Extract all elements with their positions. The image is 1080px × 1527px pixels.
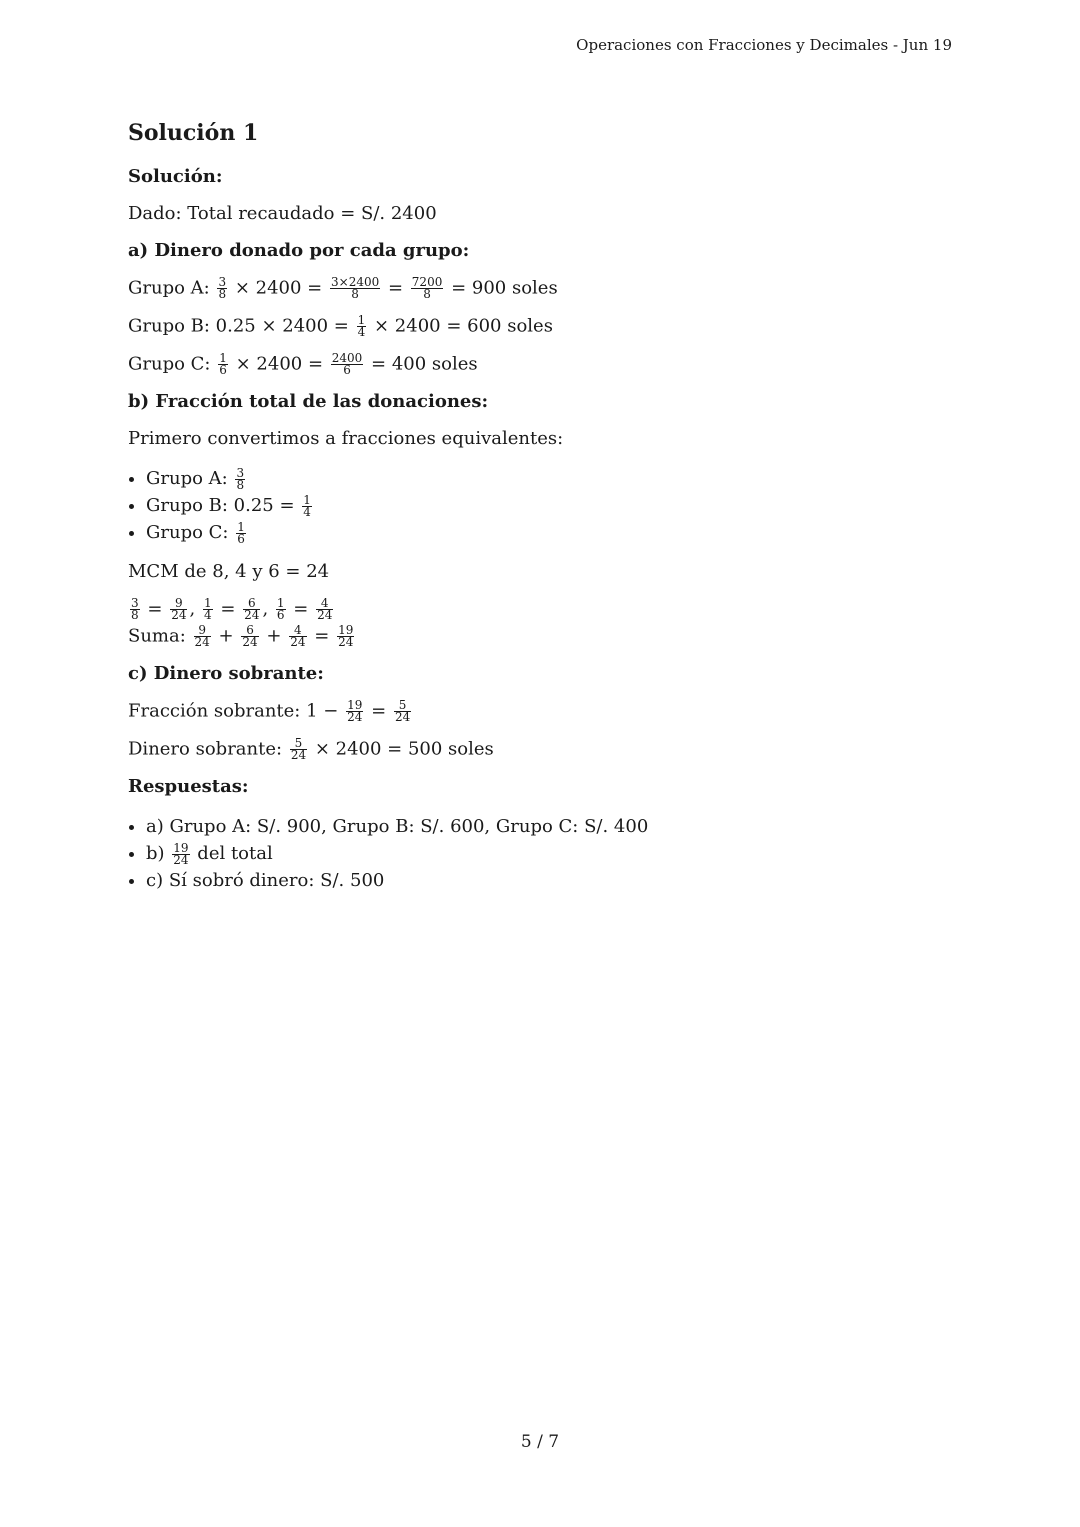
- text: =: [387, 277, 404, 299]
- fraction: [316, 598, 333, 621]
- fraction: [203, 598, 213, 621]
- fraction: [289, 625, 306, 648]
- part-b-title: b) Fracción total de las donaciones:: [128, 391, 489, 412]
- text: Grupo B: 0.25 × 2400 =: [128, 315, 349, 337]
- denominator: 24: [244, 608, 260, 622]
- denominator: 8: [131, 608, 139, 622]
- grupo-b-line: [128, 315, 952, 338]
- numerator: 6: [241, 625, 258, 637]
- numerator: 1: [219, 351, 227, 365]
- numerator: 1: [203, 596, 212, 610]
- mcm-line: MCM de 8, 4 y 6 = 24: [128, 561, 330, 582]
- denominator: 4: [357, 325, 366, 339]
- denominator: 24: [338, 635, 354, 649]
- text: =: [147, 598, 163, 620]
- denominator: 24: [394, 710, 411, 724]
- text: =: [220, 598, 236, 620]
- fraction: [194, 625, 211, 648]
- text: Suma:: [128, 625, 186, 647]
- fraction: [276, 598, 286, 621]
- denominator: 4: [303, 504, 311, 519]
- fraccion-sobrante-line: [128, 700, 952, 723]
- numerator: 19: [173, 840, 189, 855]
- numerator: 7200: [411, 275, 443, 289]
- document-body: [128, 120, 952, 909]
- denominator: 24: [173, 852, 189, 867]
- numerator: 2400: [331, 351, 363, 365]
- text: b): [146, 843, 165, 864]
- fraction: [337, 625, 354, 648]
- denominator: 24: [290, 635, 306, 649]
- denominator: 24: [317, 608, 333, 622]
- grupo-a-line: [128, 277, 952, 300]
- numerator: 6: [243, 598, 260, 610]
- text: = 900 soles: [451, 277, 558, 299]
- fraction: [235, 465, 245, 492]
- part-a-title: a) Dinero donado por cada grupo:: [128, 240, 470, 261]
- text: +: [266, 625, 282, 647]
- text: = 400 soles: [371, 353, 478, 375]
- numerator: 1: [357, 313, 366, 327]
- denominator: 6: [219, 363, 227, 377]
- text: Grupo B: 0.25 =: [146, 495, 295, 516]
- fraction: [411, 277, 444, 300]
- numerator: 3: [218, 275, 227, 289]
- text: × 2400 =: [234, 277, 323, 299]
- fraction: [290, 738, 307, 761]
- numerator: 1: [303, 492, 311, 507]
- grupo-c-line: [128, 353, 952, 376]
- denominator: 24: [194, 635, 210, 649]
- fraction: [243, 598, 260, 621]
- fraction: [236, 519, 246, 546]
- denominator: 8: [218, 287, 227, 301]
- text: =: [314, 625, 330, 647]
- text: Dinero sobrante:: [128, 738, 283, 760]
- fraction: [346, 700, 363, 723]
- fraction: [302, 492, 312, 519]
- list-item: [146, 840, 952, 867]
- list-item: [146, 492, 952, 519]
- list-item: • a) Grupo A: S/. 900, Grupo B: S/. 600, Grupo C: S/. 400: [146, 813, 952, 840]
- text: ,: [262, 598, 269, 620]
- text: Grupo A:: [128, 277, 210, 299]
- text: Fracción sobrante: 1 −: [128, 700, 339, 722]
- numerator: 3: [236, 465, 245, 480]
- numerator: 5: [290, 738, 307, 750]
- denominator: 24: [347, 710, 363, 724]
- numerator: 3: [131, 596, 139, 610]
- denominator: 4: [203, 608, 212, 622]
- fraction: [394, 700, 411, 723]
- equivalence-line: [128, 598, 952, 621]
- solucion-label: Solución:: [128, 166, 223, 187]
- fraction: [130, 598, 140, 621]
- fraction: [330, 277, 380, 300]
- running-header: Operaciones con Fracciones y Decimales - Jun 19: [576, 36, 952, 54]
- text: Grupo C:: [128, 353, 211, 375]
- fraction: [217, 277, 227, 300]
- list-item: [146, 465, 952, 492]
- fraction: [170, 598, 187, 621]
- text: del total: [197, 843, 273, 864]
- numerator: 9: [170, 598, 187, 610]
- text: +: [218, 625, 234, 647]
- part-c-title: c) Dinero sobrante:: [128, 663, 324, 684]
- fraction: [218, 353, 228, 376]
- fraction: [331, 353, 364, 376]
- section-heading: Solución 1: [128, 120, 259, 146]
- denominator: 8: [423, 287, 431, 301]
- text: ,: [189, 598, 196, 620]
- fraction: [241, 625, 258, 648]
- list-item: • c) Sí sobró dinero: S/. 500: [146, 867, 952, 894]
- numerator: 9: [194, 625, 211, 637]
- denominator: 24: [242, 635, 258, 649]
- intro-text: Primero convertimos a fracciones equivalentes:: [128, 428, 564, 449]
- text: × 2400 = 500 soles: [314, 738, 494, 760]
- numerator: 19: [347, 698, 363, 712]
- answers-list: [128, 813, 952, 894]
- denominator: 6: [237, 531, 245, 546]
- fraction: [172, 840, 189, 867]
- numerator: 3×2400: [331, 275, 380, 289]
- denominator: 24: [290, 748, 307, 762]
- text: Grupo A:: [146, 468, 228, 489]
- numerator: 1: [237, 519, 245, 534]
- denominator: 8: [351, 287, 359, 301]
- numerator: 19: [338, 623, 354, 637]
- numerator: 4: [316, 598, 333, 610]
- numerator: 1: [276, 596, 285, 610]
- given-statement: Dado: Total recaudado = S/. 2400: [128, 203, 437, 224]
- denominator: 6: [343, 363, 351, 377]
- text: Grupo C:: [146, 522, 229, 543]
- text: =: [293, 598, 309, 620]
- equivalent-fractions-list: [128, 465, 952, 546]
- page-number: 5 / 7: [520, 1432, 560, 1452]
- dinero-sobrante-line: [128, 738, 952, 761]
- numerator: 5: [394, 700, 411, 712]
- text: × 2400 = 600 soles: [374, 315, 553, 337]
- denominator: 6: [276, 608, 285, 622]
- list-item: [146, 519, 952, 546]
- denominator: 8: [236, 477, 245, 492]
- denominator: 24: [171, 608, 187, 622]
- text: × 2400 =: [235, 353, 324, 375]
- text: =: [371, 700, 387, 722]
- suma-line: [128, 625, 952, 648]
- respuestas-title: Respuestas:: [128, 776, 249, 797]
- numerator: 4: [289, 625, 306, 637]
- fraction: [357, 315, 367, 338]
